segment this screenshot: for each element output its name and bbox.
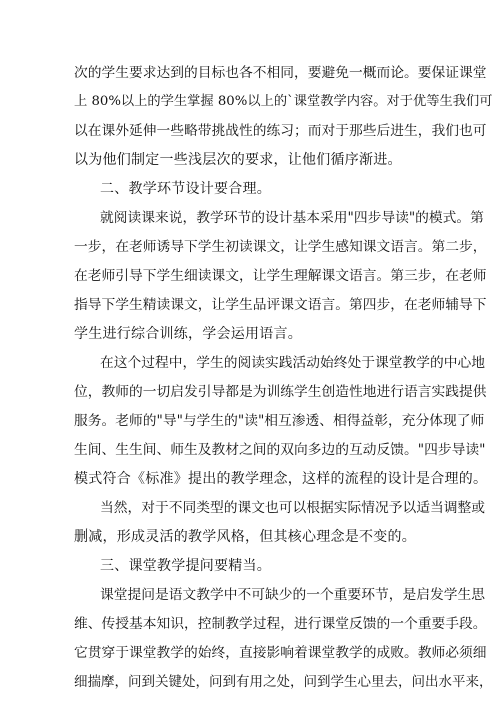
text-line: 学生进行综合训练，学会运用语言。 [74,326,302,342]
text-line: 删减，形成灵活的教学风格，但其核心理念是不变的。 [74,529,416,545]
text-line: 细揣摩，问到关键处，问到有用之处，问到学生心里去，问出水平来， [74,674,493,690]
text-line: 次的学生要求达到的目标也各不相同，要避免一概而论。要保证课堂 [74,65,487,81]
section-heading: 三、课堂教学提问要精当。 [100,558,271,574]
text-line: 就阅读课来说，教学环节的设计基本采用"四步导读"的模式。第 [100,210,484,226]
text-line: 位，教师的一切启发引导都是为训练学生创造性地进行语言实践提供 [74,384,487,400]
text-line: 一步，在老师诱导下学生初读课文，让学生感知课文语言。第二步， [74,239,487,255]
text-line: 在老师引导下学生细读课文，让学生理解课文语言。第三步，在老师 [74,268,487,284]
text-line: 服务。老师的"导"与学生的"读"相互渗透、相得益彰，充分体现了师 [74,413,485,429]
text-line: 以为他们制定一些浅层次的要求，让他们循序渐进。 [74,152,402,168]
text-line: 生间、生生间、师生及教材之间的双向多边的互动反馈。"四步导读" [74,442,486,458]
text-line: 它贯穿于课堂教学的始终，直接影响着课堂教学的成败。教师必须细 [74,645,487,661]
text-line: 在这个过程中，学生的阅读实践活动始终处于课堂教学的中心地 [100,355,486,371]
section-heading: 二、教学环节设计要合理。 [100,181,271,197]
text-line: 维、传授基本知识，控制教学过程，进行课堂反馈的一个重要手段。 [74,616,487,632]
text-line: 上 80%以上的学生掌握 80%以上的`课堂教学内容。对于优等生我们可 [74,94,493,109]
text-line: 以在课外延伸一些略带挑战性的练习；而对于那些后进生，我们也可 [74,123,487,139]
text-line: 当然，对于不同类型的课文也可以根据实际情况予以适当调整或 [100,500,486,516]
text-line: 课堂提问是语文教学中不可缺少的一个重要环节，是启发学生思 [100,587,486,603]
text-line: 指导下学生精读课文，让学生品评课文语言。第四步，在老师辅导下 [74,297,487,313]
text-line: 模式符合《标准》提出的教学理念，这样的流程的设计是合理的。 [74,471,488,487]
